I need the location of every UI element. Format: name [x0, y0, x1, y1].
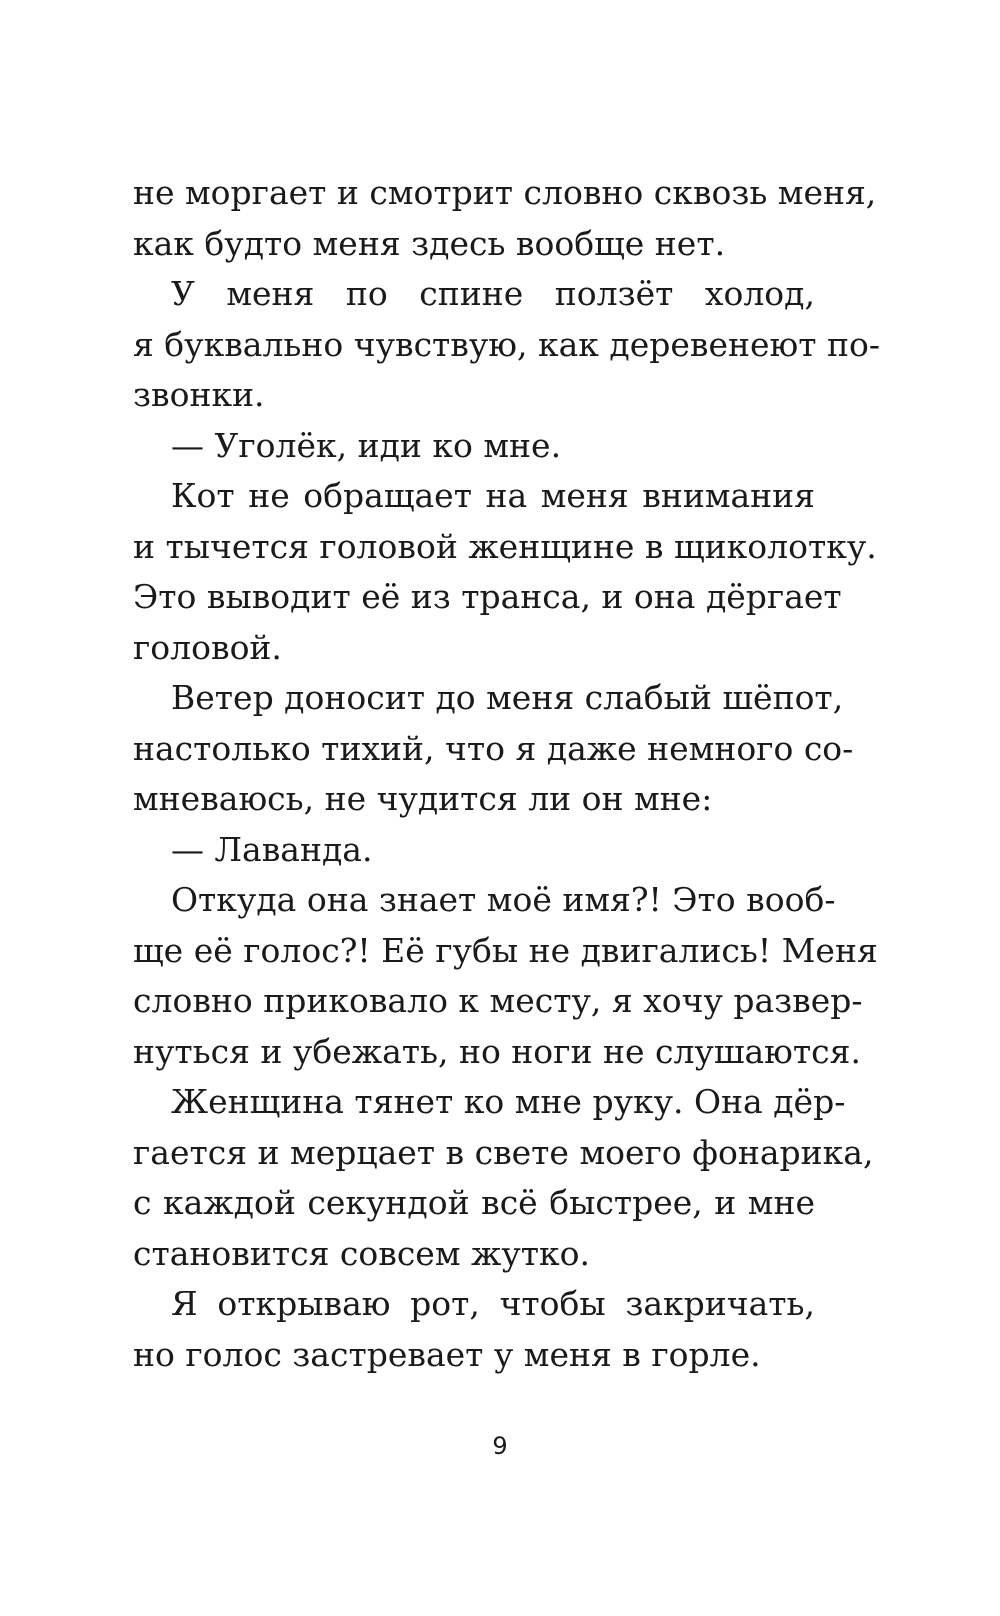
text-line: но голос застревает у меня в горле.: [133, 1334, 761, 1374]
dialogue-line: — Уголёк, иди ко мне.: [171, 425, 562, 465]
text-line: Женщина тянет ко мне руку. Она дёр-: [171, 1082, 846, 1121]
body-text: [133, 168, 881, 1380]
text-line: как будто меня здесь вообще нет.: [133, 223, 726, 263]
text-line: головой.: [133, 627, 282, 667]
dialogue-line: — Лаванда.: [171, 829, 373, 869]
text-line: мневаюсь, не чудится ли он мне:: [133, 779, 713, 818]
text-line: ще её голос?! Её губы не двигались! Меня: [133, 930, 878, 970]
text-line: не моргает и смотрит словно сквозь меня,: [133, 173, 877, 212]
text-line: звонки.: [133, 375, 265, 414]
text-line: и тычется головой женщине в щиколотку.: [133, 526, 877, 566]
text-line: настолько тихий, что я даже немного со-: [133, 728, 854, 768]
text-line: Кот не обращает на меня внимания: [171, 476, 815, 515]
text-line: Откуда она знает моё имя?! Это вооб-: [171, 880, 836, 919]
text-line: Это выводит её из транса, и она дёргает: [133, 577, 842, 616]
text-line: словно приковало к месту, я хочу развер-: [133, 981, 863, 1020]
text-line: Ветер доносит до меня слабый шёпот,: [171, 678, 844, 717]
text-line: гается и мерцает в свете моего фонарика,: [133, 1132, 874, 1172]
text-line: нуться и убежать, но ноги не слушаются.: [133, 1031, 861, 1071]
text-line: Я открываю рот, чтобы закричать,: [171, 1284, 815, 1323]
page-number: 9: [492, 1432, 508, 1460]
text-line: я буквально чувствую, как деревенеют по-: [133, 324, 881, 364]
text-line: У меня по спине ползёт холод,: [171, 274, 815, 313]
text-line: становится совсем жутко.: [133, 1233, 591, 1273]
text-line: с каждой секундой всё быстрее, и мне: [133, 1183, 815, 1222]
